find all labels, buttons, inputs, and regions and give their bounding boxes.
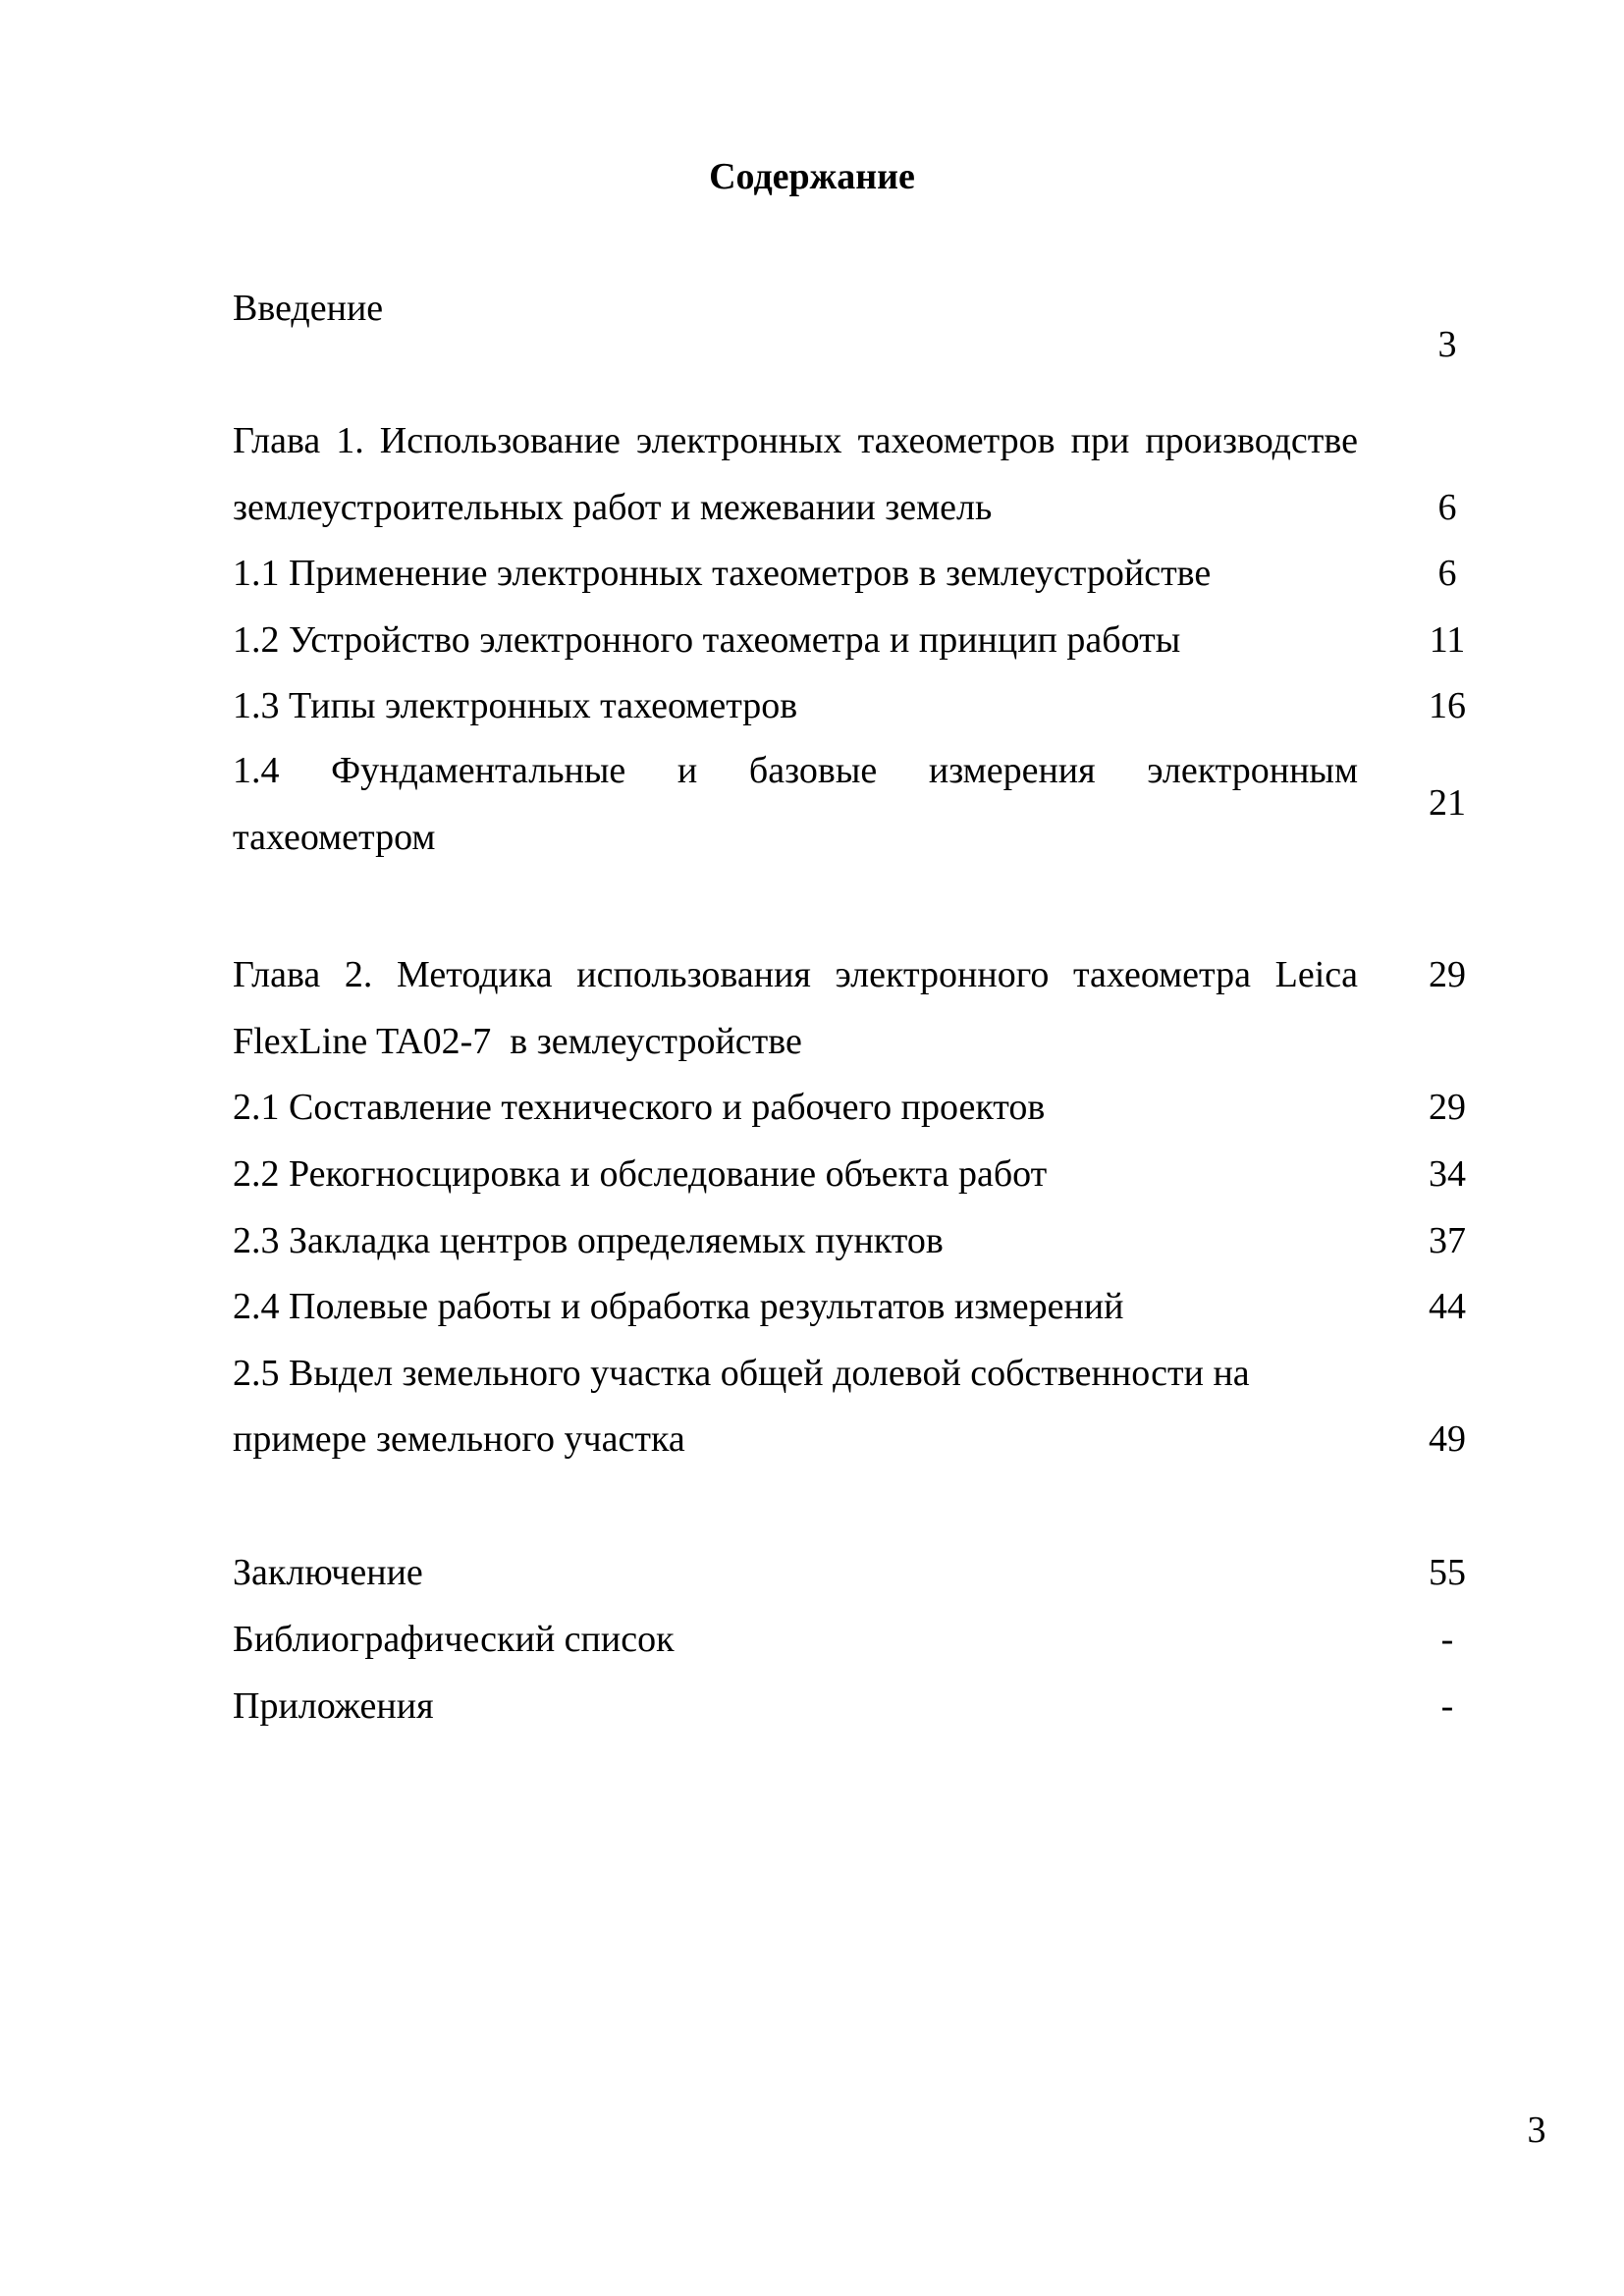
toc-entry-label: 1.2 Устройство электронного тахеометра и принцип работы xyxy=(233,619,1181,661)
toc-entry-label: 2.2 Рекогносцировка и обследование объекта работ xyxy=(233,1153,1048,1195)
toc-entry-page: 6 xyxy=(1437,487,1457,528)
toc-entry-label-line-2: землеустроительных работ и межевании земель xyxy=(233,487,993,528)
toc-entry-page: 16 xyxy=(1429,685,1466,726)
toc-entry-label: 2.3 Закладка центров определяемых пунктов xyxy=(233,1220,944,1261)
toc-entry-label-line-1: 2.5 Выдел земельного участка общей долевой собственности на xyxy=(233,1353,1250,1394)
toc-entry-page: - xyxy=(1440,1685,1454,1727)
toc-entry-page: 44 xyxy=(1429,1286,1466,1327)
toc-entry-page: 29 xyxy=(1429,1087,1466,1128)
toc-entry-label: Библиографический список xyxy=(233,1619,675,1660)
toc-entry-page: 29 xyxy=(1429,954,1466,995)
toc-entry-page: 3 xyxy=(1437,324,1457,365)
toc-entry-page: 55 xyxy=(1429,1552,1466,1593)
toc-entry-page: 49 xyxy=(1429,1418,1466,1460)
toc-entry-label: Введение xyxy=(233,288,384,329)
toc-entry-page: 11 xyxy=(1429,619,1466,661)
toc-entry-label-line-2: тахеометром xyxy=(233,817,436,858)
toc-entry-label-line-1: Глава 2. Методика использования электронного тахеометра Leica xyxy=(233,954,1358,995)
toc-entry-label-line-2: FlexLine TA02-7 в землеустройстве xyxy=(233,1021,802,1062)
toc-entry-label: Приложения xyxy=(233,1685,434,1727)
toc-entry-label: 2.4 Полевые работы и обработка результатов измерений xyxy=(233,1286,1124,1327)
toc-entry-label: 1.1 Применение электронных тахеометров в землеустройстве xyxy=(233,553,1212,594)
toc-entry-page: 21 xyxy=(1429,782,1466,824)
toc-entry-label-line-1: Глава 1. Использование электронных тахеометров при производстве xyxy=(233,420,1358,461)
page-number: 3 xyxy=(1527,2109,1546,2151)
toc-entry-label-line-1: 1.4 Фундаментальные и базовые измерения электронным xyxy=(233,750,1358,791)
toc-entry-label: 1.3 Типы электронных тахеометров xyxy=(233,685,798,726)
page-title: Содержание xyxy=(709,156,915,197)
toc-entry-label: Заключение xyxy=(233,1552,423,1593)
toc-entry-page: 6 xyxy=(1437,553,1457,594)
toc-entry-page: 37 xyxy=(1429,1220,1466,1261)
toc-entry-label-line-2: примере земельного участка xyxy=(233,1418,685,1460)
toc-entry-page: 34 xyxy=(1429,1153,1466,1195)
toc-entry-page: - xyxy=(1440,1619,1454,1660)
toc-entry-label: 2.1 Составление технического и рабочего проектов xyxy=(233,1087,1046,1128)
